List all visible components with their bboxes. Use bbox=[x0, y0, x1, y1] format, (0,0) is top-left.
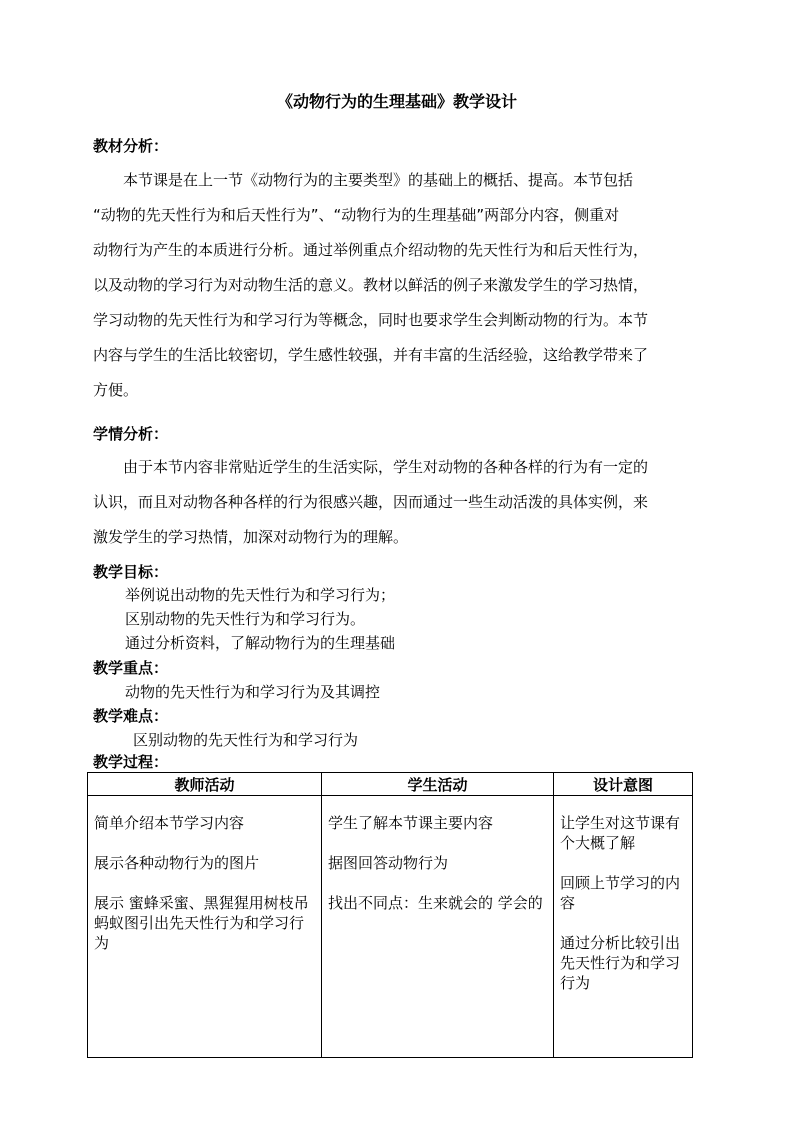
material-analysis-heading: 教材分析： bbox=[93, 137, 169, 155]
teacher-activity-item: 展示各种动物行为的图片 bbox=[94, 854, 260, 872]
teacher-activity-item: 展示 蜜蜂采蜜、黑猩猩用树枝吊蚂蚁图引出先天性行为和学习行为 bbox=[94, 894, 309, 952]
student-activity-item: 据图回答动物行为 bbox=[328, 854, 449, 872]
paragraph-line: 认识，而且对动物各种各样的行为很感兴趣，因而通过一些生动活泼的具体实例，来 bbox=[93, 493, 649, 511]
student-analysis-heading: 学情分析： bbox=[93, 425, 169, 443]
student-activity-cell bbox=[322, 796, 554, 1058]
teacher-activity-item: 简单介绍本节学习内容 bbox=[94, 814, 245, 832]
student-activity-item: 学生了解本节课主要内容 bbox=[328, 814, 494, 832]
teaching-process-table bbox=[87, 772, 693, 1058]
table-row bbox=[88, 796, 693, 1058]
design-intent-cell bbox=[554, 796, 693, 1058]
difficulty-heading: 教学难点： bbox=[93, 707, 169, 725]
column-header-student: 学生活动 bbox=[322, 773, 554, 796]
goal-item: 举例说出动物的先天性行为和学习行为； bbox=[125, 586, 396, 604]
paragraph-line: 激发学生的学习热情，加深对动物行为的理解。 bbox=[93, 528, 409, 546]
difficulty-text: 区别动物的先天性行为和学习行为 bbox=[133, 731, 359, 749]
process-heading: 教学过程： bbox=[93, 753, 169, 771]
goal-item: 通过分析资料，了解动物行为的生理基础 bbox=[125, 634, 396, 652]
paragraph-line: “动物的先天性行为和后天性行为”、“动物行为的生理基础”两部分内容，侧重对 bbox=[93, 206, 620, 224]
paragraph-line: 以及动物的学习行为对动物生活的意义。教材以鲜活的例子来激发学生的学习热情， bbox=[93, 276, 649, 294]
page-title: 《动物行为的生理基础》教学设计 bbox=[276, 92, 517, 111]
paragraph-line: 学习动物的先天性行为和学习行为等概念，同时也要求学生会判断动物的行为。本节 bbox=[93, 311, 649, 329]
table-header-row bbox=[88, 773, 693, 796]
paragraph-line: 动物行为产生的本质进行分析。通过举例重点介绍动物的先天性行为和后天性行为， bbox=[93, 241, 649, 259]
design-intent-item: 回顾上节学习的内容 bbox=[560, 874, 681, 912]
design-intent-item: 通过分析比较引出先天性行为和学习行为 bbox=[560, 934, 681, 992]
key-point-heading: 教学重点： bbox=[93, 659, 169, 677]
paragraph-line: 由于本节内容非常贴近学生的生活实际，学生对动物的各种各样的行为有一定的 bbox=[123, 458, 649, 476]
paragraph-line: 内容与学生的生活比较密切，学生感性较强，并有丰富的生活经验，这给教学带来了 bbox=[93, 346, 649, 364]
column-header-intent: 设计意图 bbox=[554, 773, 693, 796]
paragraph-line: 方便。 bbox=[93, 381, 139, 399]
student-activity-item: 找出不同点：生来就会的 学会的 bbox=[328, 894, 543, 912]
key-point-text: 动物的先天性行为和学习行为及其调控 bbox=[125, 683, 381, 701]
paragraph-line: 本节课是在上一节《动物行为的主要类型》的基础上的概括、提高。本节包括 bbox=[123, 171, 634, 189]
design-intent-item: 让学生对这节课有个大概了解 bbox=[560, 814, 681, 852]
teaching-goals-heading: 教学目标： bbox=[93, 563, 169, 581]
material-analysis-paragraph bbox=[93, 163, 708, 408]
student-analysis-paragraph bbox=[93, 450, 708, 555]
goal-item: 区别动物的先天性行为和学习行为。 bbox=[125, 610, 366, 628]
teacher-activity-cell bbox=[88, 796, 322, 1058]
column-header-teacher: 教师活动 bbox=[88, 773, 322, 796]
